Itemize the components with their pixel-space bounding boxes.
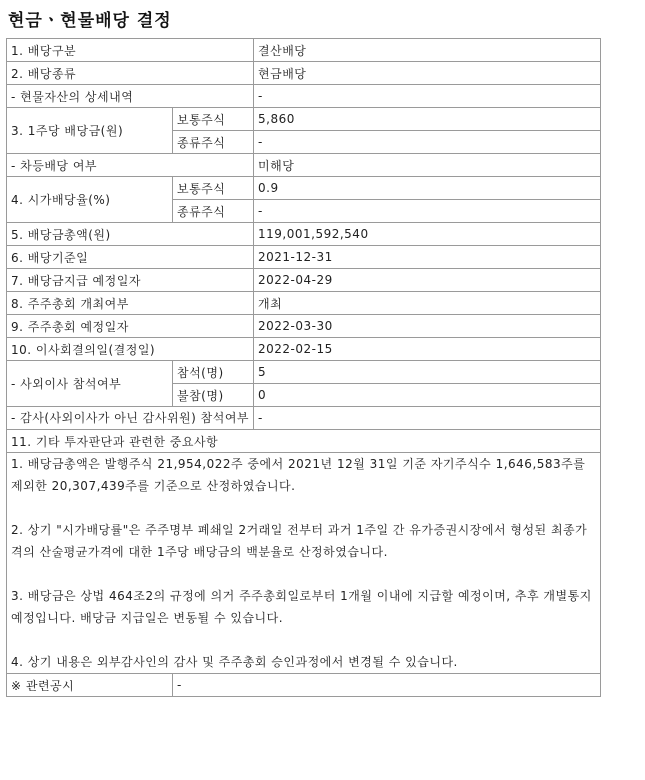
note-paragraph: 1. 배당금총액은 발행주식 21,954,022주 중에서 2021년 12월 31일 기준 자기주식수 1,646,583주를 제외한 20,307,439주를 기준으로 산정하였습니다. — [11, 457, 586, 493]
row-label: - 사외이사 참석여부 — [7, 361, 173, 407]
table-row — [7, 246, 601, 269]
notes-cell — [7, 453, 601, 674]
row-value: 2022-02-15 — [254, 338, 601, 361]
note-paragraph: 3. 배당금은 상법 464조2의 규정에 의거 주주총회일로부터 1개월 이내에 지급할 예정이며, 추후 개별통지 예정입니다. 배당금 지급일은 변동될 수 있습니다. — [11, 589, 592, 625]
row-value: 119,001,592,540 — [254, 223, 601, 246]
dividend-decision-table — [6, 38, 601, 697]
table-row — [7, 407, 601, 430]
table-row — [7, 177, 601, 200]
row-label: 10. 이사회결의일(결정일) — [7, 338, 254, 361]
row-label: - 감사(사외이사가 아닌 감사위원) 참석여부 — [7, 407, 254, 430]
sub-label: 보통주식 — [173, 177, 254, 200]
sub-label: 종류주식 — [173, 131, 254, 154]
table-row — [7, 108, 601, 131]
row-value: 결산배당 — [254, 39, 601, 62]
row-label: 3. 1주당 배당금(원) — [7, 108, 173, 154]
row-label: 11. 기타 투자판단과 관련한 중요사항 — [7, 430, 601, 453]
table-row — [7, 269, 601, 292]
row-label: 1. 배당구분 — [7, 39, 254, 62]
table-row — [7, 338, 601, 361]
page-title: 현금ㆍ현물배당 결정 — [8, 11, 172, 31]
row-value: - — [173, 674, 601, 697]
row-value: - — [254, 407, 601, 430]
row-label: 9. 주주총회 예정일자 — [7, 315, 254, 338]
table-row — [7, 223, 601, 246]
row-value: 2022-04-29 — [254, 269, 601, 292]
row-label: 2. 배당종류 — [7, 62, 254, 85]
table-row — [7, 453, 601, 674]
row-value: - — [254, 85, 601, 108]
row-label: 7. 배당금지급 예정일자 — [7, 269, 254, 292]
table-row — [7, 674, 601, 697]
row-value: - — [254, 200, 601, 223]
note-paragraph: 4. 상기 내용은 외부감사인의 감사 및 주주총회 승인과정에서 변경될 수 있습니다. — [11, 655, 458, 669]
row-label: 6. 배당기준일 — [7, 246, 254, 269]
row-value: 0.9 — [254, 177, 601, 200]
table-row — [7, 39, 601, 62]
row-label: 4. 시가배당율(%) — [7, 177, 173, 223]
row-value: 0 — [254, 384, 601, 407]
row-value: 미해당 — [254, 154, 601, 177]
row-value: 5,860 — [254, 108, 601, 131]
sub-label: 종류주식 — [173, 200, 254, 223]
table-row — [7, 85, 601, 108]
row-label: - 차등배당 여부 — [7, 154, 254, 177]
sub-label: 참석(명) — [173, 361, 254, 384]
sub-label: 보통주식 — [173, 108, 254, 131]
row-label: ※ 관련공시 — [7, 674, 173, 697]
table-row — [7, 430, 601, 453]
row-label: 8. 주주총회 개최여부 — [7, 292, 254, 315]
row-value: 5 — [254, 361, 601, 384]
row-value: 개최 — [254, 292, 601, 315]
table-row — [7, 315, 601, 338]
note-paragraph: 2. 상기 "시가배당률"은 주주명부 폐쇄일 2거래일 전부터 과거 1주일 간 유가증권시장에서 형성된 최종가격의 산술평균가격에 대한 1주당 배당금의 백분율로 산정하였습니다. — [11, 523, 588, 559]
table-row — [7, 154, 601, 177]
row-label: 5. 배당금총액(원) — [7, 223, 254, 246]
table-row — [7, 292, 601, 315]
row-label: - 현물자산의 상세내역 — [7, 85, 254, 108]
row-value: 2021-12-31 — [254, 246, 601, 269]
row-value: 현금배당 — [254, 62, 601, 85]
row-value: 2022-03-30 — [254, 315, 601, 338]
table-row — [7, 361, 601, 384]
table-row — [7, 62, 601, 85]
row-value: - — [254, 131, 601, 154]
sub-label: 불참(명) — [173, 384, 254, 407]
